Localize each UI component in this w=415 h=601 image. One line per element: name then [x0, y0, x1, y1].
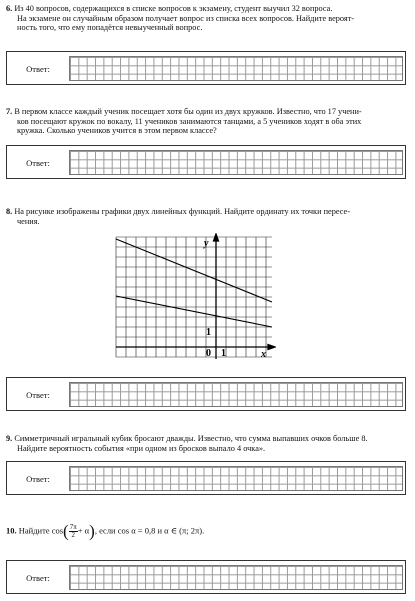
answer-grid[interactable]	[69, 466, 403, 491]
function-line-1	[116, 239, 272, 302]
answer-grid[interactable]	[69, 565, 403, 590]
paren-close: )	[89, 521, 95, 541]
linear-functions-graph	[114, 233, 276, 361]
function-line-2	[116, 296, 272, 327]
y-axis-label: y	[204, 238, 209, 249]
answer-box-7	[6, 145, 406, 179]
denominator: 2	[71, 531, 75, 539]
task-number: 10.	[6, 525, 17, 536]
x-axis-arrow	[268, 345, 275, 350]
task-text-line: Из 40 вопросов, содержащихся в списке вопросов к экзамену, студент выучил 32 вопроса.	[14, 4, 333, 13]
paren-open: (	[63, 521, 69, 541]
condition-prefix: , если	[94, 525, 116, 536]
task-text-line: На экзамене он случайным образом получает вопрос из списка всех вопросов. Найдите вероят-	[17, 13, 355, 23]
condition-cos: cos α = 0,8	[117, 525, 156, 536]
task-text-line: ность того, что ему попадётся невыученный вопрос.	[17, 23, 203, 33]
answer-box-8	[6, 377, 406, 411]
task-6	[6, 4, 408, 33]
y-axis-arrow	[214, 234, 219, 241]
x-unit-label: 1	[221, 348, 226, 359]
numerator: 7π	[69, 523, 77, 531]
answer-grid[interactable]	[69, 56, 403, 81]
answer-box-9	[6, 461, 406, 495]
y-unit-label: 1	[206, 327, 211, 338]
answer-label: Ответ:	[26, 390, 50, 400]
task-text-line: ков посещают кружок по вокалу, 11 учеников занимаются танцами, а 5 учеников ходят в оба этих	[17, 116, 362, 126]
task-text-line: На рисунке изображены графики двух линейных функций. Найдите ординату их точки пересе-	[14, 207, 350, 216]
and-word: и	[157, 525, 163, 536]
task-9	[6, 434, 408, 453]
answer-label: Ответ:	[26, 474, 50, 484]
task-number: 6.	[6, 4, 13, 13]
answer-grid[interactable]	[69, 382, 403, 407]
interval: α ∈ (π; 2π).	[164, 525, 205, 536]
origin-label: 0	[206, 348, 211, 359]
task-number: 9.	[6, 434, 13, 443]
answer-label: Ответ:	[26, 158, 50, 168]
task-7	[6, 107, 408, 136]
task-8	[6, 207, 408, 226]
task-10	[6, 521, 408, 541]
task-text: Найдите	[18, 525, 50, 536]
fraction	[69, 524, 78, 539]
task-number: 7.	[6, 107, 13, 116]
task-text-line: Найдите вероятность события «при одном из бросков выпало 4 очка».	[17, 443, 266, 453]
task-text-line: кружка. Сколько учеников учится в этом первом классе?	[17, 126, 217, 136]
cos-func: cos	[51, 525, 64, 536]
task-text-line: В первом классе каждый ученик посещает хотя бы один из двух кружков. Известно, что 17 учени-	[14, 107, 362, 116]
answer-grid[interactable]	[69, 150, 403, 175]
answer-label: Ответ:	[26, 64, 50, 74]
task-text-line: чения.	[17, 216, 40, 226]
task-text-line: Симметричный игральный кубик бросают дважды. Известно, что сумма выпавших очков больше 8.	[14, 434, 368, 443]
plus-alpha: + α	[77, 525, 90, 536]
task-number: 8.	[6, 207, 13, 216]
answer-box-10	[6, 560, 406, 594]
answer-label: Ответ:	[26, 573, 50, 583]
x-axis-label: x	[261, 349, 266, 360]
answer-box-6	[6, 51, 406, 85]
